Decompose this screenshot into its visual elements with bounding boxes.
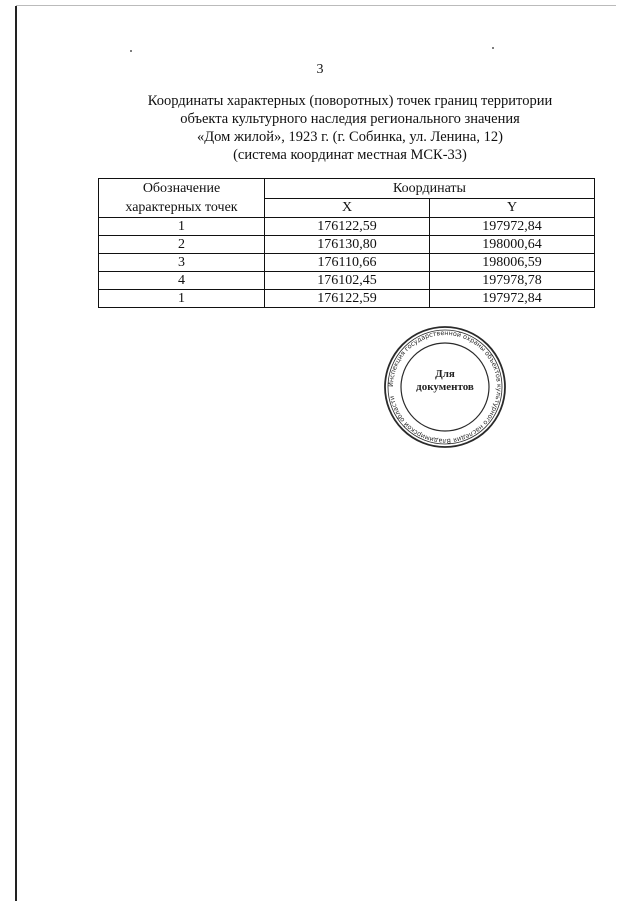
stamp-center-line2: документов <box>416 381 474 393</box>
table-row <box>99 290 595 308</box>
cell-x: 176122,59 <box>265 290 430 308</box>
cell-x: 176102,45 <box>265 272 430 290</box>
header-point-designation <box>99 179 265 218</box>
scan-speck <box>130 50 132 52</box>
cell-x: 176110,66 <box>265 254 430 272</box>
page-edge <box>15 6 17 901</box>
table-row <box>99 254 595 272</box>
title-line-2: объекта культурного наследия регионального значения <box>180 111 520 127</box>
page-number: 3 <box>316 62 324 77</box>
table-row <box>99 236 595 254</box>
cell-y: 197972,84 <box>430 290 595 308</box>
document-title <box>95 92 605 164</box>
cell-y: 198006,59 <box>430 254 595 272</box>
header-x: X <box>265 198 430 218</box>
cell-x: 176130,80 <box>265 236 430 254</box>
page-edge-top <box>16 5 616 6</box>
table-row <box>99 272 595 290</box>
header-y: Y <box>430 198 595 218</box>
coordinates-table <box>98 178 595 308</box>
cell-point: 3 <box>99 254 265 272</box>
scan-speck <box>492 47 494 49</box>
title-line-3: «Дом жилой», 1923 г. (г. Собинка, ул. Ленина, 12) <box>197 129 503 145</box>
title-line-1: Координаты характерных (поворотных) точек границ территории <box>147 93 553 109</box>
header-point-line1: Обозначение <box>142 181 221 196</box>
cell-y: 198000,64 <box>430 236 595 254</box>
cell-point: 1 <box>99 290 265 308</box>
table-row <box>99 218 595 236</box>
stamp-ring-text: Инспекция государственной охраны объектов культурного наследия Владимирской области <box>386 328 504 446</box>
header-point-line2: характерных точек <box>125 200 238 215</box>
stamp-center-line1: Для <box>435 368 455 380</box>
stamp-center-text <box>383 368 507 394</box>
cell-x: 176122,59 <box>265 218 430 236</box>
cell-point: 4 <box>99 272 265 290</box>
title-line-4: (система координат местная МСК-33) <box>233 147 467 163</box>
cell-y: 197978,78 <box>430 272 595 290</box>
header-coordinates: Координаты <box>265 179 595 199</box>
cell-point: 2 <box>99 236 265 254</box>
cell-point: 1 <box>99 218 265 236</box>
cell-y: 197972,84 <box>430 218 595 236</box>
